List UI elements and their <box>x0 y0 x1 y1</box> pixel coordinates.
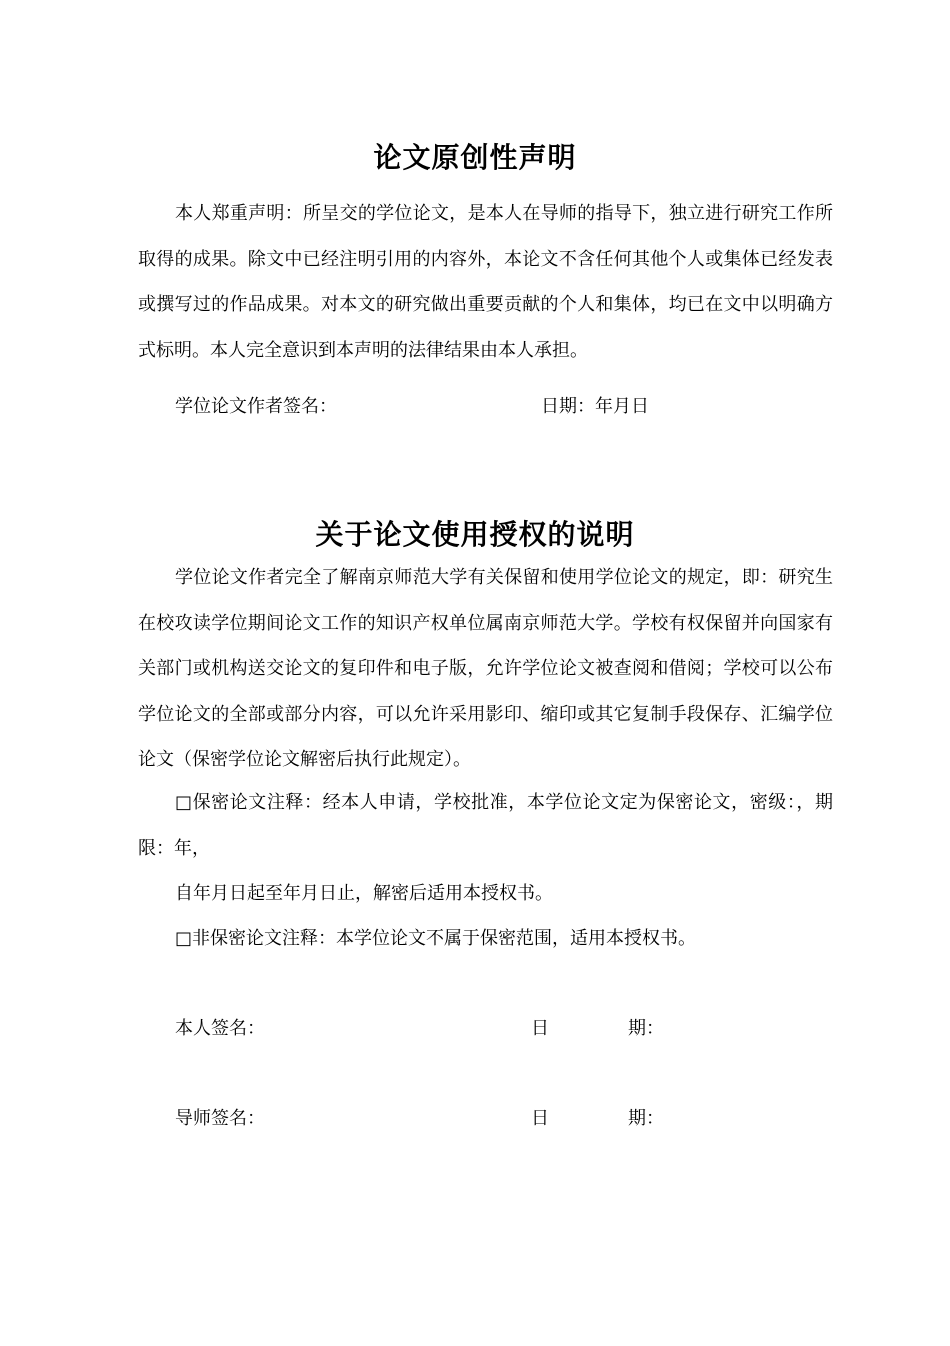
supervisor-date-char-2: 期： <box>628 1108 664 1129</box>
author-signature-line: 本人签名： <box>175 1018 265 1039</box>
non-confidential-note: □非保密论文注释：本学位论文不属于保密范围，适用本授权书。 <box>175 928 697 949</box>
confidential-period: 自年月日起至年月日止，解密后适用本授权书。 <box>175 883 553 904</box>
supervisor-date-char-1: 日 <box>531 1108 549 1129</box>
originality-title: 论文原创性声明 <box>373 141 577 174</box>
confidential-note: □保密论文注释：经本人申请，学校批准，本学位论文定为保密论文，密级：，期限：年， <box>138 792 833 859</box>
authorization-body: 学位论文作者完全了解南京师范大学有关保留和使用学位论文的规定，即：研究生在校攻读学位期间论文工作的知识产权单位属南京师范大学。学校有权保留并向国家有关部门或机构送交论文的复印件和电子版，允许学位论文被查阅和借阅；学校可以公布学位论文的全部或部分内容，可以允许采用影印、缩印或其它复制手段保存、汇编学位论文（保密学位论文解密后执行此规定）。 <box>138 567 833 770</box>
authorization-title: 关于论文使用授权的说明 <box>315 518 635 551</box>
author-date-char-1: 日 <box>531 1018 549 1039</box>
originality-body: 本人郑重声明：所呈交的学位论文，是本人在导师的指导下，独立进行研究工作所取得的成果。除文中已经注明引用的内容外，本论文不含任何其他个人或集体已经发表或撰写过的作品成果。对本文的研究做出重要贡献的个人和集体，均已在文中以明确方式标明。本人完全意识到本声明的法律结果由本人承担。 <box>138 203 833 361</box>
author-signature-label: 学位论文作者签名： <box>175 396 337 417</box>
author-date-char-2: 期： <box>628 1018 664 1039</box>
supervisor-signature-line: 导师签名： <box>175 1108 265 1129</box>
originality-date-label: 日期：年月日 <box>541 396 649 417</box>
